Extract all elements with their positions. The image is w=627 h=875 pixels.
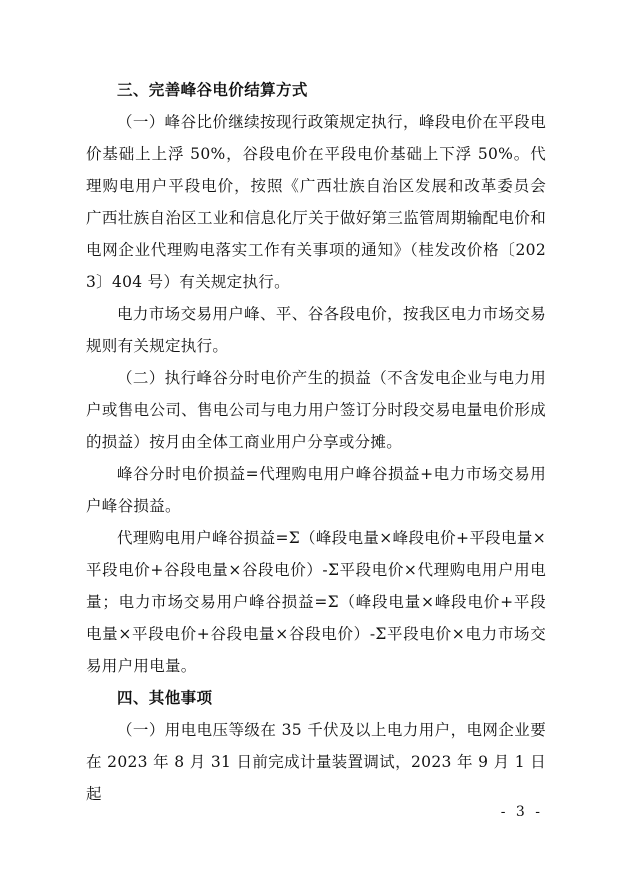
section-heading-3: 三、完善峰谷电价结算方式 — [117, 81, 308, 99]
paragraph-peak-valley-ratio: （一）峰谷比价继续按现行政策规定执行，峰段电价在平段电价基础上上浮 50%，谷段电价在平段电价基础上下浮 50%。代理购电用户平段电价，按照《广西壮族自治区发展和改革委员会 广西壮族自治区工业和信息化厅关于做好第三监管周期输配电价和电网企业代理购电落实工作有关事项的通知》（桂发改价格〔2023〕404 号）有关规定执行。 — [86, 113, 546, 291]
paragraph-market-prices: 电力市场交易用户峰、平、谷各段电价，按我区电力市场交易规则有关规定执行。 — [86, 305, 546, 355]
paragraph-voltage-level: （一）用电电压等级在 35 千伏及以上电力用户，电网企业要在 2023 年 8 月 31 日前完成计量装置调试，2023 年 9 月 1 日起 — [86, 721, 546, 803]
paragraph-profit-loss-sharing: （二）执行峰谷分时电价产生的损益（不含发电企业与电力用户或售电公司、售电公司与电力用户签订分时段交易电量电价形成的损益）按月由全体工商业用户分享或分摊。 — [86, 369, 546, 451]
document-body — [86, 74, 546, 810]
paragraph-detailed-formula: 代理购电用户峰谷损益=Σ（峰段电量×峰段电价+平段电量×平段电价+谷段电量×谷段电价）-Σ平段电价×代理购电用户用电量；电力市场交易用户峰谷损益=Σ（峰段电量×峰段电价+平段电量×平段电价+谷段电量×谷段电价）-Σ平段电价×电力市场交易用户用电量。 — [86, 529, 546, 675]
page-number: - 3 - — [500, 804, 543, 820]
section-heading-4: 四、其他事项 — [117, 689, 213, 707]
paragraph-profit-loss-formula: 峰谷分时电价损益=代理购电用户峰谷损益+电力市场交易用户峰谷损益。 — [86, 465, 546, 515]
